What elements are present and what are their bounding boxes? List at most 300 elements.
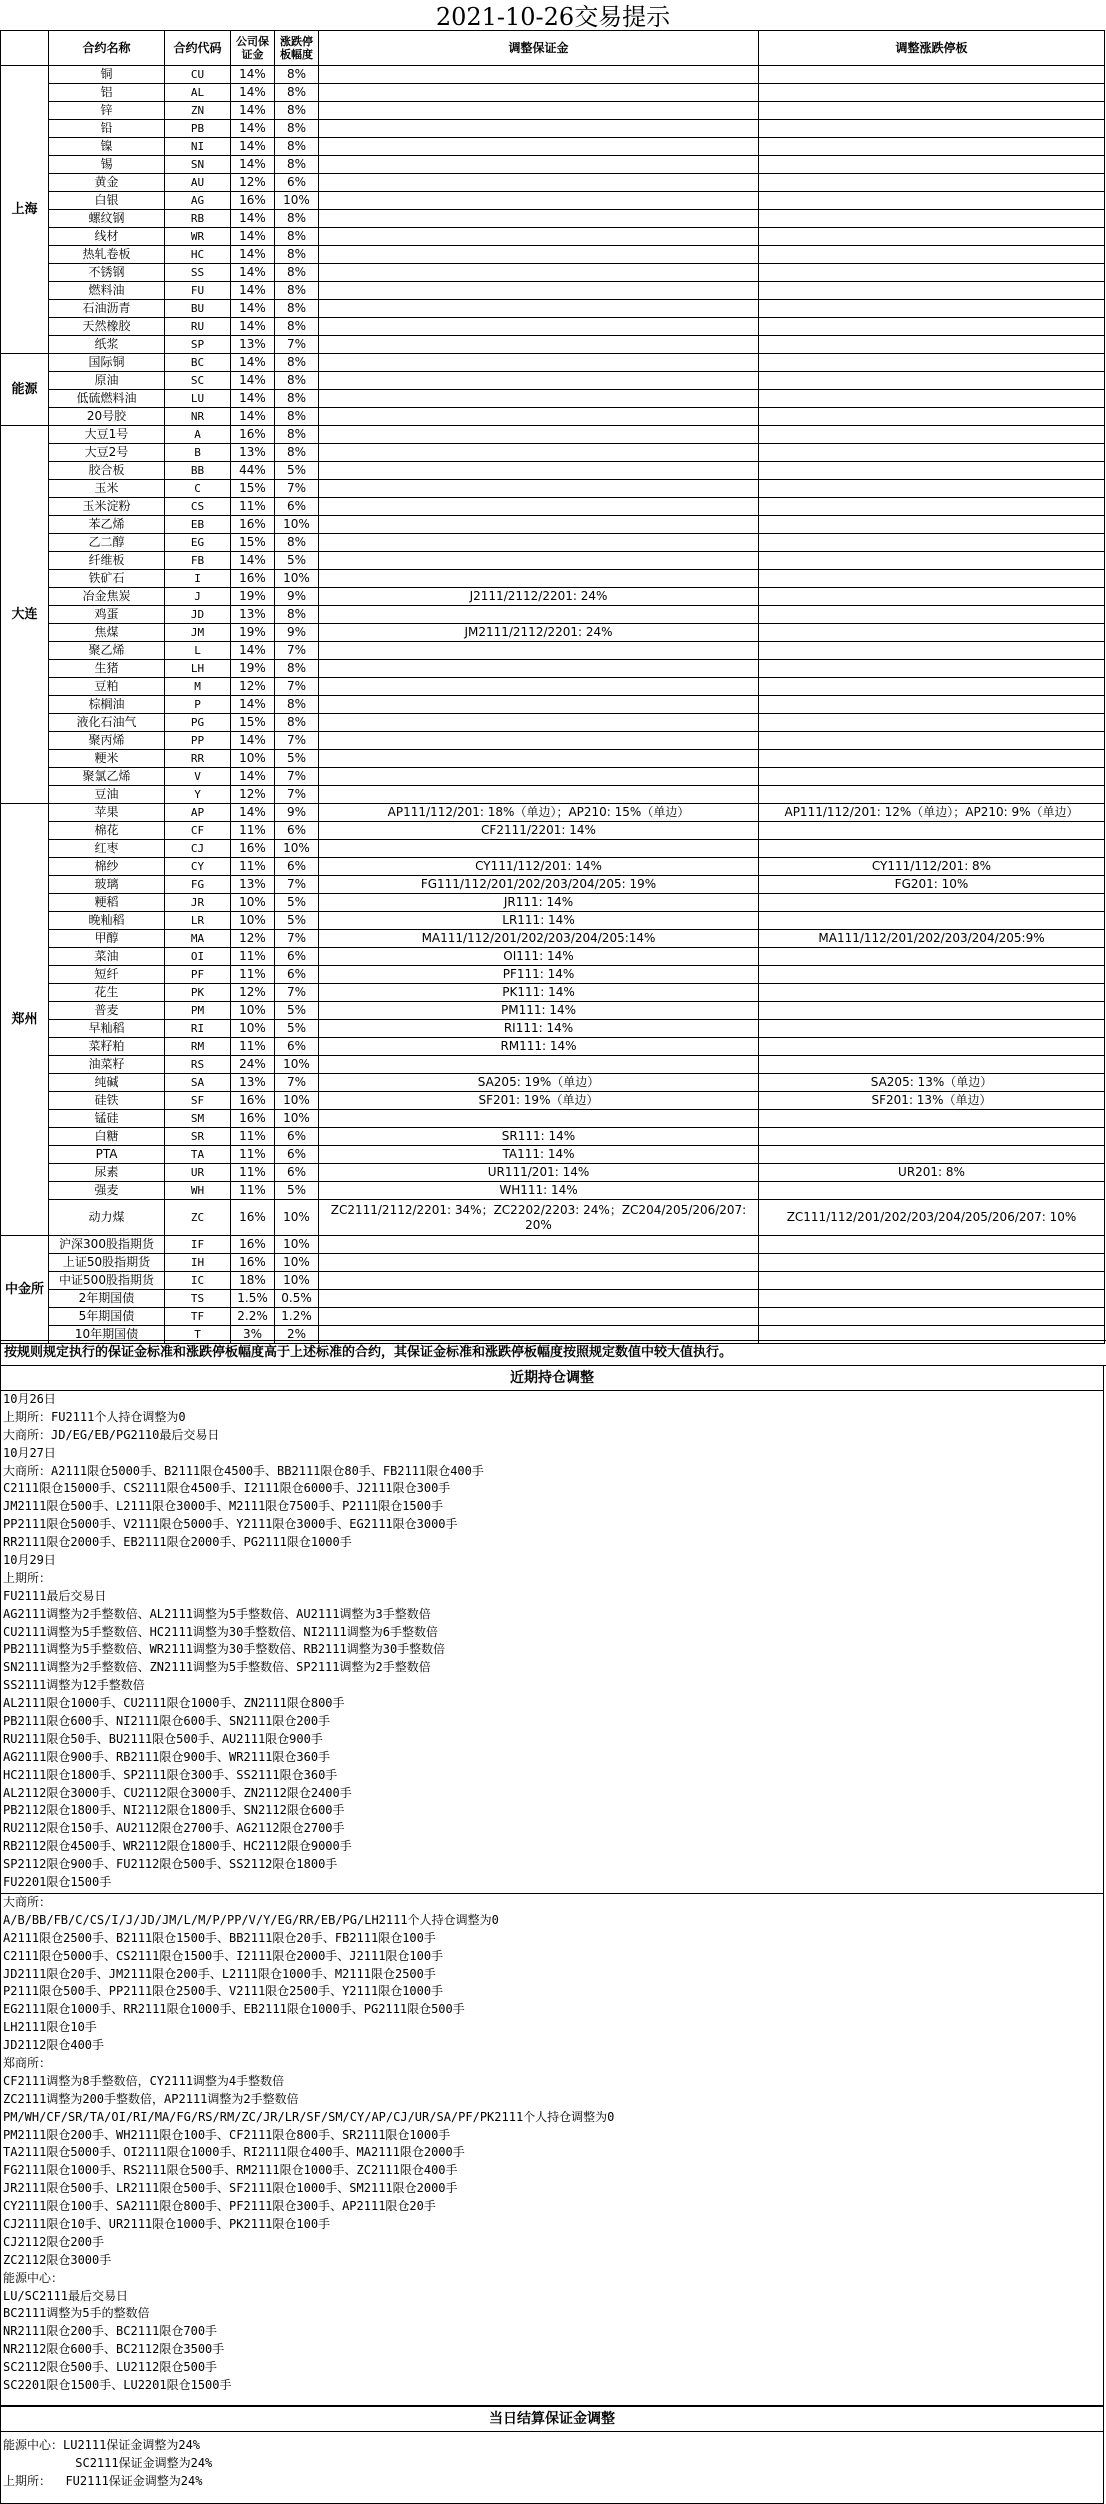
adjusted-margin: SF201: 19%（单边） — [319, 1092, 759, 1110]
contract-code: PM — [165, 1002, 231, 1020]
adjusted-limit — [759, 192, 1105, 210]
table-row — [1, 552, 1105, 570]
adjusted-margin: TA111: 14% — [319, 1146, 759, 1164]
contract-name: 聚氯乙烯 — [49, 768, 165, 786]
settle-note-line: SC2111保证金调整为24% — [3, 2455, 213, 2470]
adjusted-margin — [319, 156, 759, 174]
contract-code: SP — [165, 336, 231, 354]
adjusted-limit — [759, 1254, 1105, 1272]
limit-range: 6% — [275, 1038, 319, 1056]
contract-code: AP — [165, 804, 231, 822]
company-margin: 15% — [231, 480, 275, 498]
adjusted-limit — [759, 246, 1105, 264]
contract-code: WH — [165, 1182, 231, 1200]
table-row — [1, 66, 1105, 84]
limit-range: 10% — [275, 1272, 319, 1290]
company-margin: 14% — [231, 156, 275, 174]
table-row — [1, 624, 1105, 642]
limit-range: 8% — [275, 84, 319, 102]
position-note-line: FG2111限仓1000手、RS2111限仓500手、RM2111限仓1000手、ZC2111限仓400手 — [3, 2163, 458, 2178]
contract-code: LR — [165, 912, 231, 930]
limit-range: 10% — [275, 192, 319, 210]
company-margin: 11% — [231, 948, 275, 966]
position-note-line: BC2111调整为5手的整数倍 — [3, 2306, 150, 2321]
table-row — [1, 588, 1105, 606]
contract-name: 花生 — [49, 984, 165, 1002]
company-margin: 12% — [231, 678, 275, 696]
company-margin: 14% — [231, 210, 275, 228]
table-row — [1, 390, 1105, 408]
company-margin: 10% — [231, 1020, 275, 1038]
contract-code: TA — [165, 1146, 231, 1164]
company-margin: 10% — [231, 750, 275, 768]
contract-code: ZC — [165, 1200, 231, 1236]
contract-code: P — [165, 696, 231, 714]
limit-range: 6% — [275, 1146, 319, 1164]
table-row — [1, 480, 1105, 498]
adjusted-limit — [759, 102, 1105, 120]
contract-name: 锌 — [49, 102, 165, 120]
table-row — [1, 408, 1105, 426]
table-row — [1, 498, 1105, 516]
contract-name: 锡 — [49, 156, 165, 174]
adjusted-margin — [319, 192, 759, 210]
position-note-line: CY2111限仓100手、SA2111限仓800手、PF2111限仓300手、AP2111限仓20手 — [3, 2199, 436, 2214]
company-margin: 14% — [231, 300, 275, 318]
adjusted-margin — [319, 246, 759, 264]
contract-code: CS — [165, 498, 231, 516]
position-note-line: 10月26日 — [3, 1392, 56, 1406]
contract-code: I — [165, 570, 231, 588]
contract-name: 10年期国债 — [49, 1326, 165, 1344]
company-margin: 11% — [231, 1164, 275, 1182]
position-note-line: 能源中心： — [3, 2270, 64, 2285]
limit-range: 8% — [275, 228, 319, 246]
position-note-line: SC2112限仓500手、LU2112限仓500手 — [3, 2360, 218, 2375]
company-margin: 19% — [231, 660, 275, 678]
adjusted-margin — [319, 120, 759, 138]
contract-name: 低硫燃料油 — [49, 390, 165, 408]
adjusted-limit: CY111/112/201: 8% — [759, 858, 1105, 876]
contract-code: OI — [165, 948, 231, 966]
limit-range: 8% — [275, 606, 319, 624]
limit-range: 8% — [275, 390, 319, 408]
company-margin: 14% — [231, 390, 275, 408]
adjusted-margin — [319, 534, 759, 552]
limit-range: 6% — [275, 858, 319, 876]
contract-name: 大豆2号 — [49, 444, 165, 462]
position-note-line: PP2111限仓5000手、V2111限仓5000手、Y2111限仓3000手、EG2111限仓3000手 — [3, 1517, 458, 1532]
table-row — [1, 1308, 1105, 1326]
limit-range: 8% — [275, 354, 319, 372]
table-row — [1, 138, 1105, 156]
table-header-row — [1, 31, 1105, 66]
table-row — [1, 642, 1105, 660]
position-notes-part1 — [0, 1391, 1104, 1894]
adjusted-margin — [319, 696, 759, 714]
limit-range: 10% — [275, 1056, 319, 1074]
table-row — [1, 840, 1105, 858]
company-margin: 11% — [231, 1182, 275, 1200]
position-note-line: JD2111限仓20手、JM2111限仓200手、L2111限仓1000手、M2111限仓2500手 — [3, 1966, 436, 1981]
limit-range: 5% — [275, 894, 319, 912]
company-margin: 14% — [231, 66, 275, 84]
table-row — [1, 336, 1105, 354]
margin-table — [0, 30, 1105, 1344]
contract-code: JD — [165, 606, 231, 624]
adjusted-margin — [319, 282, 759, 300]
company-margin: 14% — [231, 354, 275, 372]
table-row — [1, 1146, 1105, 1164]
table-row — [1, 822, 1105, 840]
table-row — [1, 912, 1105, 930]
adjusted-margin: RI111: 14% — [319, 1020, 759, 1038]
contract-name: 线材 — [49, 228, 165, 246]
adjusted-limit — [759, 588, 1105, 606]
adjusted-limit — [759, 498, 1105, 516]
table-row — [1, 1020, 1105, 1038]
company-margin: 13% — [231, 336, 275, 354]
adjusted-limit — [759, 444, 1105, 462]
limit-range: 9% — [275, 588, 319, 606]
contract-name: 胶合板 — [49, 462, 165, 480]
contract-name: 硅铁 — [49, 1092, 165, 1110]
contract-name: 棉花 — [49, 822, 165, 840]
adjusted-margin — [319, 318, 759, 336]
table-row — [1, 714, 1105, 732]
contract-code: V — [165, 768, 231, 786]
table-row — [1, 1182, 1105, 1200]
contract-name: 大豆1号 — [49, 426, 165, 444]
position-note-line: RB2112限仓4500手、WR2112限仓1800手、HC2112限仓9000手 — [3, 1839, 352, 1854]
adjusted-margin — [319, 264, 759, 282]
contract-name: 石油沥青 — [49, 300, 165, 318]
adjusted-limit — [759, 714, 1105, 732]
contract-name: 菜籽粕 — [49, 1038, 165, 1056]
company-margin: 12% — [231, 930, 275, 948]
contract-code: WR — [165, 228, 231, 246]
company-margin: 11% — [231, 822, 275, 840]
contract-name: 甲醇 — [49, 930, 165, 948]
table-row — [1, 156, 1105, 174]
adjusted-margin: PF111: 14% — [319, 966, 759, 984]
adjusted-limit — [759, 642, 1105, 660]
contract-name: 粳米 — [49, 750, 165, 768]
company-margin: 14% — [231, 228, 275, 246]
adjusted-margin: WH111: 14% — [319, 1182, 759, 1200]
adjusted-margin: JM2111/2112/2201: 24% — [319, 624, 759, 642]
adjusted-limit — [759, 1290, 1105, 1308]
table-row — [1, 606, 1105, 624]
position-note-line: PM/WH/CF/SR/TA/OI/RI/MA/FG/RS/RM/ZC/JR/LR/SF/SM/CY/AP/CJ/UR/SA/PF/PK2111个人持仓调整为0 — [3, 2109, 615, 2124]
adjusted-limit — [759, 1308, 1105, 1326]
adjusted-limit — [759, 228, 1105, 246]
contract-name: 短纤 — [49, 966, 165, 984]
table-row — [1, 444, 1105, 462]
adjusted-limit — [759, 408, 1105, 426]
adjusted-limit — [759, 1272, 1105, 1290]
adjusted-limit — [759, 480, 1105, 498]
limit-range: 10% — [275, 516, 319, 534]
contract-code: PG — [165, 714, 231, 732]
company-margin: 15% — [231, 714, 275, 732]
adjusted-limit — [759, 66, 1105, 84]
adjusted-limit — [759, 300, 1105, 318]
contract-name: 晚籼稻 — [49, 912, 165, 930]
contract-name: 5年期国债 — [49, 1308, 165, 1326]
contract-code: JM — [165, 624, 231, 642]
adjusted-margin: PM111: 14% — [319, 1002, 759, 1020]
table-row — [1, 1038, 1105, 1056]
adjusted-margin — [319, 480, 759, 498]
company-margin: 16% — [231, 1254, 275, 1272]
limit-range: 10% — [275, 1110, 319, 1128]
company-margin: 16% — [231, 1236, 275, 1254]
table-row — [1, 534, 1105, 552]
position-note-line: CJ2111限仓10手、UR2111限仓1000手、PK2111限仓100手 — [3, 2217, 331, 2232]
adjusted-margin — [319, 426, 759, 444]
table-row — [1, 1092, 1105, 1110]
adjusted-limit: MA111/112/201/202/203/204/205:9% — [759, 930, 1105, 948]
limit-range: 6% — [275, 174, 319, 192]
table-row — [1, 282, 1105, 300]
settle-section-title: 当日结算保证金调整 — [0, 2406, 1104, 2432]
table-row — [1, 1254, 1105, 1272]
company-margin: 10% — [231, 912, 275, 930]
table-row — [1, 1056, 1105, 1074]
contract-code: RU — [165, 318, 231, 336]
adjusted-limit — [759, 84, 1105, 102]
table-row — [1, 1200, 1105, 1236]
adjusted-margin — [319, 642, 759, 660]
company-margin: 16% — [231, 192, 275, 210]
limit-range: 10% — [275, 1200, 319, 1236]
contract-code: RB — [165, 210, 231, 228]
adjusted-margin — [319, 1110, 759, 1128]
company-margin: 11% — [231, 1128, 275, 1146]
contract-code: PP — [165, 732, 231, 750]
limit-range: 9% — [275, 624, 319, 642]
table-row — [1, 876, 1105, 894]
company-margin: 14% — [231, 804, 275, 822]
adjusted-limit — [759, 534, 1105, 552]
table-row — [1, 948, 1105, 966]
limit-range: 10% — [275, 1236, 319, 1254]
contract-code: RI — [165, 1020, 231, 1038]
adjusted-limit — [759, 336, 1105, 354]
contract-name: 粳稻 — [49, 894, 165, 912]
contract-code: Y — [165, 786, 231, 804]
adjusted-margin: SA205: 19%（单边） — [319, 1074, 759, 1092]
contract-code: TF — [165, 1308, 231, 1326]
contract-name: 动力煤 — [49, 1200, 165, 1236]
adjusted-limit — [759, 1056, 1105, 1074]
adjusted-margin — [319, 336, 759, 354]
limit-range: 5% — [275, 1002, 319, 1020]
adjusted-margin — [319, 1254, 759, 1272]
limit-range: 5% — [275, 912, 319, 930]
adjusted-limit — [759, 606, 1105, 624]
table-row — [1, 1002, 1105, 1020]
table-row — [1, 930, 1105, 948]
limit-range: 6% — [275, 1164, 319, 1182]
company-margin: 11% — [231, 966, 275, 984]
contract-name: 铅 — [49, 120, 165, 138]
position-notes-part2 — [0, 1894, 1104, 2406]
table-row — [1, 462, 1105, 480]
contract-name: 豆粕 — [49, 678, 165, 696]
contract-code: MA — [165, 930, 231, 948]
contract-name: 菜油 — [49, 948, 165, 966]
company-margin: 19% — [231, 624, 275, 642]
adjusted-margin: J2111/2112/2201: 24% — [319, 588, 759, 606]
limit-range: 7% — [275, 786, 319, 804]
limit-range: 8% — [275, 66, 319, 84]
position-note-line: 上期所： — [3, 1570, 52, 1585]
position-note-line: PM2111限仓200手、WH2111限仓100手、CF2111限仓800手、SR2111限仓1000手 — [3, 2127, 451, 2142]
contract-name: 不锈钢 — [49, 264, 165, 282]
adjusted-margin — [319, 516, 759, 534]
table-row — [1, 858, 1105, 876]
adjusted-limit — [759, 426, 1105, 444]
limit-range: 7% — [275, 876, 319, 894]
company-margin: 3% — [231, 1326, 275, 1344]
contract-code: TS — [165, 1290, 231, 1308]
limit-range: 5% — [275, 1182, 319, 1200]
contract-name: 中证500股指期货 — [49, 1272, 165, 1290]
table-row — [1, 192, 1105, 210]
contract-name: 早籼稻 — [49, 1020, 165, 1038]
contract-code: LH — [165, 660, 231, 678]
position-note-line: ZC2111调整为200手整数倍，AP2111调整为2手整数倍 — [3, 2091, 299, 2106]
limit-range: 5% — [275, 552, 319, 570]
company-margin: 14% — [231, 264, 275, 282]
adjusted-margin — [319, 300, 759, 318]
contract-code: L — [165, 642, 231, 660]
position-note-line: 大商所： — [3, 1895, 52, 1909]
table-row — [1, 570, 1105, 588]
adjusted-limit — [759, 210, 1105, 228]
limit-range: 8% — [275, 714, 319, 732]
limit-range: 5% — [275, 1020, 319, 1038]
header-exchange — [1, 31, 49, 66]
adjusted-limit — [759, 174, 1105, 192]
contract-code: IF — [165, 1236, 231, 1254]
limit-range: 8% — [275, 210, 319, 228]
table-row — [1, 1290, 1105, 1308]
contract-code: PK — [165, 984, 231, 1002]
adjusted-margin — [319, 174, 759, 192]
table-row — [1, 804, 1105, 822]
contract-name: 白糖 — [49, 1128, 165, 1146]
adjusted-limit — [759, 1128, 1105, 1146]
limit-range: 8% — [275, 444, 319, 462]
table-row — [1, 372, 1105, 390]
adjusted-margin: ZC2111/2112/2201: 34%；ZC2202/2203: 24%；ZC204/205/206/207: 20% — [319, 1200, 759, 1236]
contract-code: NI — [165, 138, 231, 156]
position-note-line: C2111限仓5000手、CS2111限仓1500手、I2111限仓2000手、J2111限仓100手 — [3, 1948, 444, 1963]
adjusted-limit — [759, 678, 1105, 696]
company-margin: 16% — [231, 516, 275, 534]
adjusted-limit: AP111/112/201: 12%（单边）；AP210: 9%（单边） — [759, 804, 1105, 822]
exchange-label: 能源 — [1, 354, 49, 426]
adjusted-margin: OI111: 14% — [319, 948, 759, 966]
contract-name: 棉纱 — [49, 858, 165, 876]
adjusted-margin: CY111/112/201: 14% — [319, 858, 759, 876]
rule-note: 按规则规定执行的保证金标准和涨跌停板幅度高于上述标准的合约，其保证金标准和涨跌停板幅度按照规定数值中较大值执行。 — [0, 1340, 1106, 1366]
company-margin: 14% — [231, 102, 275, 120]
position-note-line: 大商所：A2111限仓5000手、B2111限仓4500手、BB2111限仓80手、FB2111限仓400手 — [3, 1463, 484, 1478]
adjusted-limit — [759, 264, 1105, 282]
table-row — [1, 210, 1105, 228]
adjusted-limit — [759, 624, 1105, 642]
table-row — [1, 1128, 1105, 1146]
adjusted-margin: LR111: 14% — [319, 912, 759, 930]
company-margin: 14% — [231, 732, 275, 750]
contract-code: CF — [165, 822, 231, 840]
company-margin: 14% — [231, 138, 275, 156]
company-margin: 12% — [231, 786, 275, 804]
table-row — [1, 732, 1105, 750]
adjusted-limit — [759, 552, 1105, 570]
position-note-line: NR2111限仓200手、BC2111限仓700手 — [3, 2324, 218, 2339]
contract-name: 玉米 — [49, 480, 165, 498]
adjusted-margin — [319, 84, 759, 102]
position-note-line: LU/SC2111最后交易日 — [3, 2288, 129, 2303]
table-row — [1, 1110, 1105, 1128]
adjusted-limit — [759, 1038, 1105, 1056]
contract-name: 红枣 — [49, 840, 165, 858]
contract-name: 铜 — [49, 66, 165, 84]
company-margin: 16% — [231, 1110, 275, 1128]
exchange-label: 中金所 — [1, 1236, 49, 1344]
limit-range: 6% — [275, 948, 319, 966]
table-row — [1, 300, 1105, 318]
company-margin: 16% — [231, 426, 275, 444]
adjusted-limit: SF201: 13%（单边） — [759, 1092, 1105, 1110]
adjusted-margin — [319, 570, 759, 588]
contract-name: 苹果 — [49, 804, 165, 822]
position-note-line: AL2112限仓3000手、CU2112限仓3000手、ZN2112限仓2400手 — [3, 1785, 352, 1800]
position-note-line: A/B/BB/FB/C/CS/I/J/JD/JM/L/M/P/PP/V/Y/EG/RR/EB/PG/LH2111个人持仓调整为0 — [3, 1912, 499, 1927]
position-note-line: 郑商所： — [3, 2056, 52, 2071]
adjusted-limit — [759, 696, 1105, 714]
contract-name: 液化石油气 — [49, 714, 165, 732]
contract-name: 聚丙烯 — [49, 732, 165, 750]
contract-name: 纤维板 — [49, 552, 165, 570]
position-note-line: 10月27日 — [3, 1445, 56, 1460]
contract-code: NR — [165, 408, 231, 426]
limit-range: 0.5% — [275, 1290, 319, 1308]
contract-code: RM — [165, 1038, 231, 1056]
limit-range: 8% — [275, 534, 319, 552]
contract-name: 锰硅 — [49, 1110, 165, 1128]
adjusted-margin — [319, 606, 759, 624]
adjusted-margin — [319, 498, 759, 516]
limit-range: 5% — [275, 750, 319, 768]
position-note-line: P2111限仓500手、PP2111限仓2500手、V2111限仓2500手、Y2111限仓1000手 — [3, 1984, 444, 1999]
position-note-line: RR2111限仓2000手、EB2111限仓2000手、PG2111限仓1000手 — [3, 1535, 352, 1550]
adjusted-limit — [759, 1146, 1105, 1164]
company-margin: 16% — [231, 570, 275, 588]
contract-code: M — [165, 678, 231, 696]
contract-name: 苯乙烯 — [49, 516, 165, 534]
limit-range: 6% — [275, 498, 319, 516]
position-note-line: PB2111限仓600手、NI2111限仓600手、SN2111限仓200手 — [3, 1714, 331, 1729]
adjusted-limit — [759, 984, 1105, 1002]
limit-range: 8% — [275, 246, 319, 264]
contract-code: CY — [165, 858, 231, 876]
